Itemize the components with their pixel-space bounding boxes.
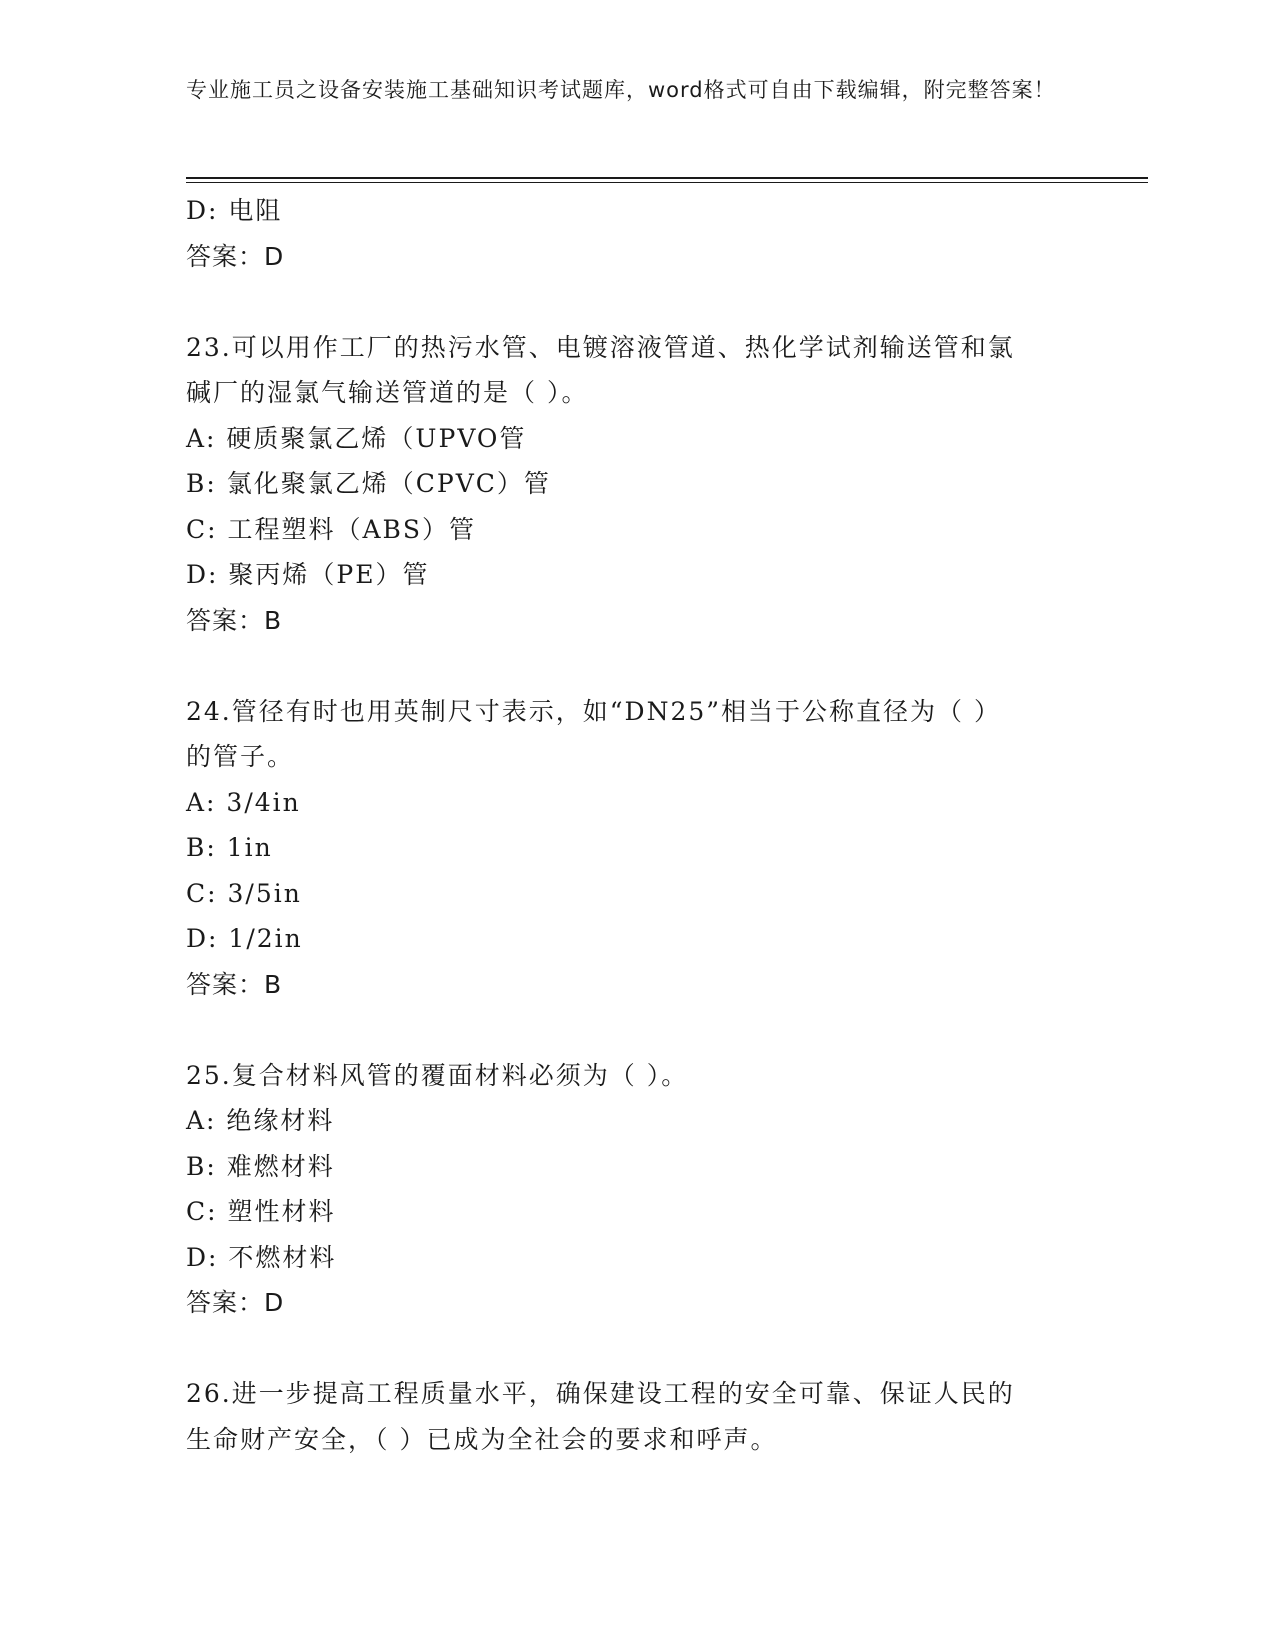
question-stem-line: 生命财产安全，（ ）已成为全社会的要求和呼声。	[186, 1424, 778, 1454]
question-24	[186, 689, 1086, 1008]
question-stem-line: 23.可以用作工厂的热污水管、电镀溶液管道、热化学试剂输送管和氯	[186, 332, 1015, 362]
option-c: C: 工程塑料（ABS）管	[186, 514, 477, 544]
option-b: B: 1in	[186, 833, 273, 862]
option-b: B: 氯化聚氯乙烯（CPVC）管	[186, 469, 551, 498]
question-26	[186, 1371, 1086, 1462]
answer-label: 答案：D	[186, 1288, 285, 1317]
option-d: D: 不燃材料	[186, 1242, 337, 1272]
answer-label: 答案：B	[186, 605, 283, 635]
document-body	[186, 188, 1086, 1462]
header-divider-thick	[186, 177, 1148, 179]
spacer	[186, 643, 1086, 689]
spacer	[186, 279, 1086, 325]
option-d: D: 1/2in	[186, 924, 303, 953]
spacer	[186, 1007, 1086, 1053]
previous-option-d: D: 电阻	[186, 196, 283, 225]
question-23	[186, 325, 1086, 644]
option-a: A: 硬质聚氯乙烯（UPVO管	[186, 423, 527, 453]
question-stem-line: 25.复合材料风管的覆面材料必须为（ ）。	[186, 1060, 689, 1090]
question-stem-line: 24.管径有时也用英制尺寸表示，如“DN25”相当于公称直径为（ ）	[186, 696, 1001, 726]
spacer	[186, 1326, 1086, 1372]
previous-answer: 答案：D	[186, 241, 285, 271]
option-d: D: 聚丙烯（PE）管	[186, 560, 430, 589]
option-a: A: 绝缘材料	[186, 1106, 335, 1135]
answer-label: 答案：B	[186, 969, 283, 999]
option-c: C: 塑性材料	[186, 1197, 336, 1226]
document-header: 专业施工员之设备安装施工基础知识考试题库，word格式可自由下载编辑，附完整答案！	[186, 78, 1056, 102]
question-25	[186, 1053, 1086, 1326]
question-stem-line: 的管子。	[186, 742, 295, 771]
option-b: B: 难燃材料	[186, 1151, 335, 1181]
question-stem-line: 碱厂的湿氯气输送管道的是（ ）。	[186, 378, 589, 407]
option-c: C: 3/5in	[186, 878, 302, 908]
header-divider-thin	[186, 182, 1148, 183]
question-stem-line: 26.进一步提高工程质量水平，确保建设工程的安全可靠、保证人民的	[186, 1379, 1015, 1408]
option-a: A: 3/4in	[186, 787, 301, 817]
